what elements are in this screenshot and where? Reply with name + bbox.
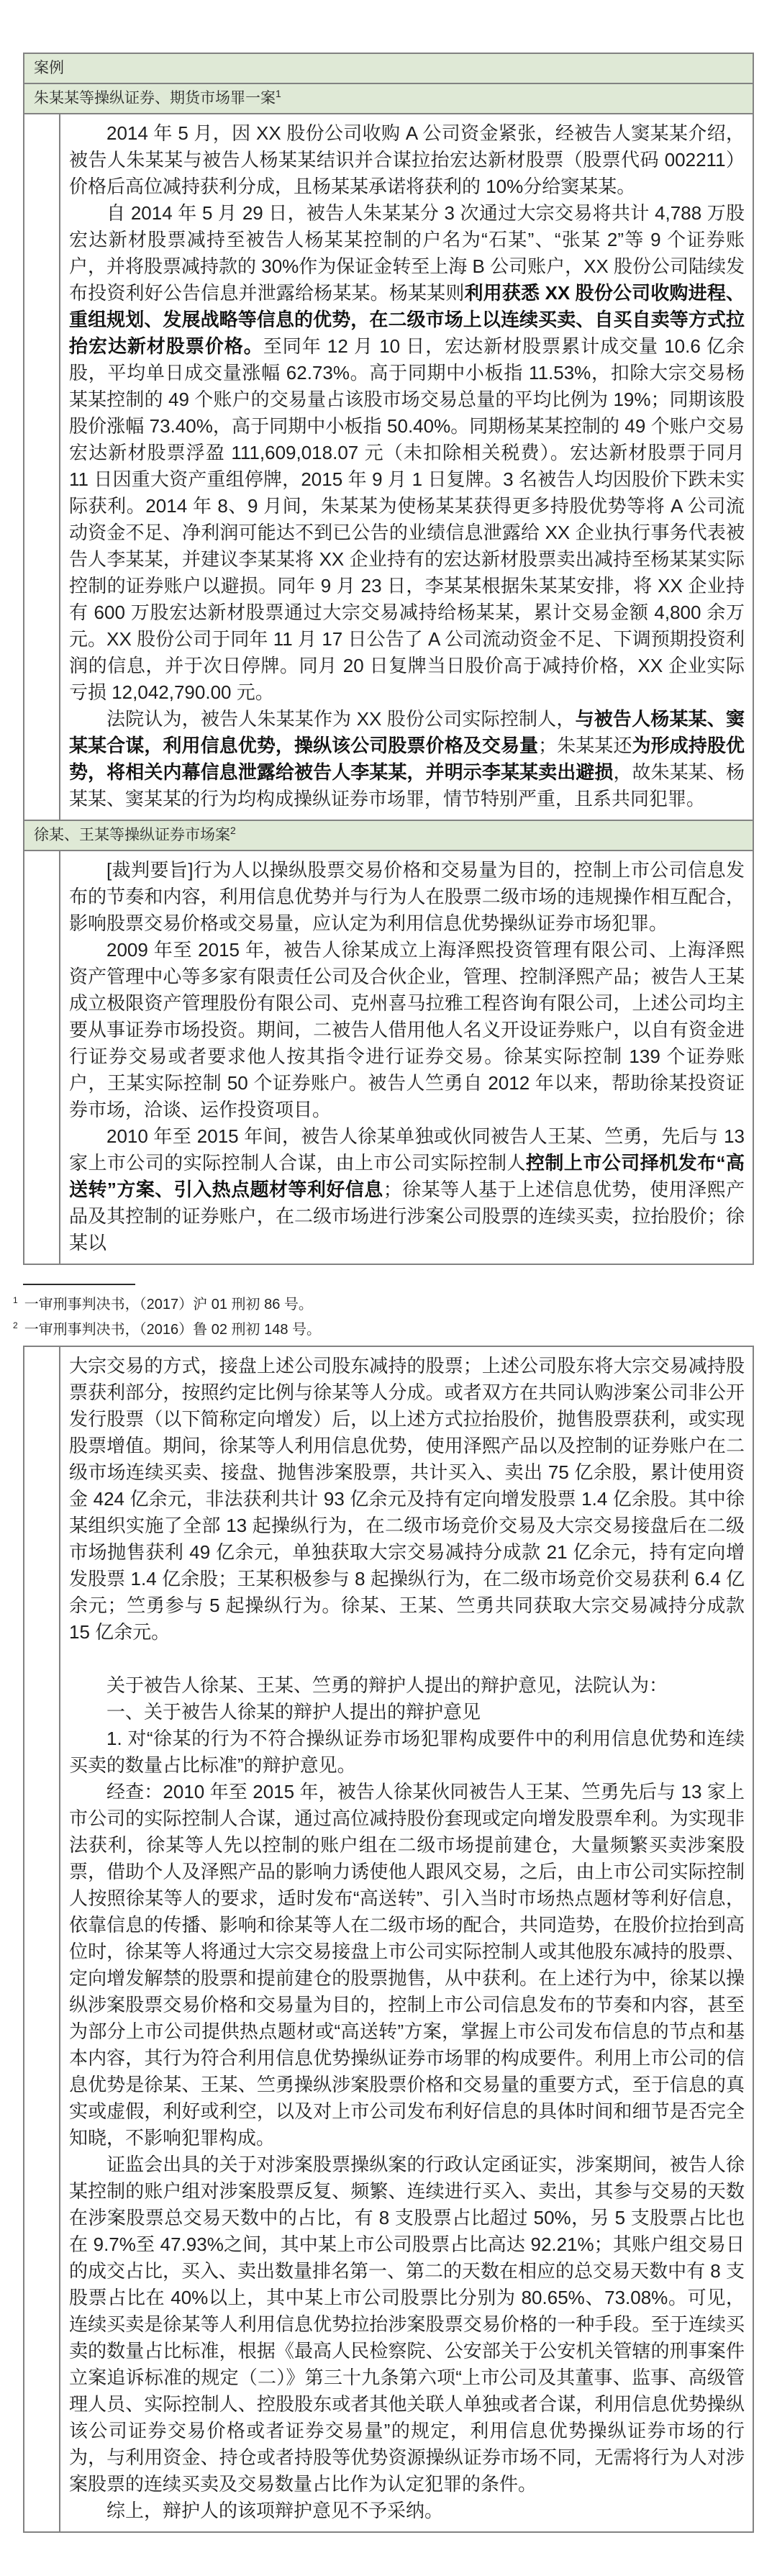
text-segment: 2014 年 5 月，因 XX 股份公司收购 A 公司资金紧张，经被告人窦某某介绍，被告人朱某某与被告人杨某某结识并合谋拉抬宏达新材股票（股票代码 002211）价格后高位减持获利分成，且杨某某承诺将获利的 10%分给窦某某。	[69, 122, 745, 197]
text-segment: 至同年 12 月 10 日，宏达新材股票累计成交量 10.6 亿余股，平均单日成交量涨幅 62.73%。高于同期中小板指 11.53%，扣除大宗交易杨某某控制的 49 个账户的交易量占该股市场交易总量的平均比例为 19%；同期该股股价涨幅 73.40%，高于同期中小板指 50.40%。同期杨某某控制的 49 个账户交易宏达新材股票浮盈 111,609,018.07 元（未扣除相关税费）。宏达新材股票于同月 11 日因重大资产重组停牌，2015 年 9 月 1 日复牌。3 名被告人均因股价下跌未实际获利。2014 年 8、9 月间，朱某某为使杨某某获得更多持股优势等将 A 公司流动资金不足、净利润可能达不到已公告的业绩信息泄露给 XX 企业执行事务代表被告人李某某，并建议李某某将 XX 企业持有的宏达新材股票卖出减持至杨某某实际控制的证券账户以避损。同年 9 月 23 日，李某某根据朱某某安排，将 XX 企业持有 600 万股宏达新材股票通过大宗交易减持给杨某某，累计交易金额 4,800 余万元。XX 股份公司于同年 11 月 17 日公告了 A 公司流动资金不足、下调预期投资利润的信息，并于次日停牌。同月 20 日复牌当日股价高于减持价格，XX 企业实际亏损 12,042,790.00 元。	[69, 335, 745, 703]
text-segment: 证监会出具的关于对涉案股票操纵案的行政认定函证实，涉案期间，被告人徐某控制的账户组对涉案股票反复、频繁、连续进行买入、卖出，其参与交易的天数在涉案股票总交易天数中的占比，有 8 支股票占比超过 50%，另 5 支股票占比也在 9.7%至 47.93%之间，其中某上市公司股票占比高达 92.21%；其账户组交易日的成交占比，买入、卖出数量排名第一、第二的天数在相应的总交易天数中有 8 支股票占比在 40%以上，其中某上市公司股票比分别为 80.65%、73.08%。可见，连续买卖是徐某等人利用信息优势拉抬涉案股票交易价格的一种手段。至于连续买卖的数量占比标准，根据《最高人民检察院、公安部关于公安机关管辖的刑事案件立案追诉标准的规定（二）》第三十九条第六项“上市公司及其董事、监事、高级管理人员、实际控制人、控股股东或者其他关联人单独或者合谋，利用信息优势操纵该公司证券交易价格或者证券交易量”的规定，利用信息优势操纵证券市场的行为，与利用资金、持仓或者持股等优势资源操纵证券市场不同，无需将行为人对涉案股票的连续买卖及交易数量占比作为认定犯罪的条件。	[69, 2154, 745, 2495]
case1-body-row	[24, 114, 753, 820]
text-segment: 大宗交易的方式，接盘上述公司股东减持的股票；上述公司股东将大宗交易减持股票获利部分，按照约定比例与徐某等人分成。或者双方在共同认购涉案公司非公开发行股票（以下简称定向增发）后，以上述方式拉抬股价，抛售股票获利，或实现股票增值。期间，徐某等人利用信息优势，使用泽熙产品以及控制的证券账户在二级市场连续买卖、接盘、抛售涉案股票，共计买入、卖出 75 亿余股，累计使用资金 424 亿余元，非法获利共计 93 亿余元及持有定向增发股票 1.4 亿余股。其中徐某组织实施了全部 13 起操纵行为，在二级市场竞价交易及大宗交易接盘后在二级市场抛售获利 49 亿余元，单独获取大宗交易减持分成款 21 亿余元，持有定向增发股票 1.4 亿余股；王某积极参与 8 起操纵行为，在二级市场竞价交易获利 6.4 亿余元；竺勇参与 5 起操纵行为。徐某、王某、竺勇共同获取大宗交易减持分成款 15 亿余元。	[69, 1355, 745, 1643]
case2-paragraph-2	[69, 937, 745, 1123]
text-segment: 自 2014 年 5 月 29 日，被告人朱某某分 3 次通过大宗交易将共计 4,788 万股宏达新材股票减持至被告人杨某某控制的户名为“石某”、“张某 2”等 9 个证券账户，并将股票减持款的 30%作为保证金转至上海 B 公司账户，XX 股份公司陆续发布投资利好公告信息并泄露给杨某某。杨某某则	[69, 202, 745, 304]
page2-paragraph-5	[69, 1779, 745, 2151]
page2-gutter-cell	[24, 1346, 60, 2532]
case1-body-cell	[60, 114, 753, 820]
case2-title: 徐某、王某等操纵证券市场案	[34, 827, 230, 843]
page2-paragraph-1	[69, 1353, 745, 1646]
text-segment-bold: 控制上市公司择机发布“高送转”方案、引入热点题材等利好信息	[69, 1152, 745, 1200]
footnotes	[13, 1284, 754, 1343]
case1-footnote-ref: 1	[276, 88, 281, 99]
table-header-anli: 案例	[24, 53, 753, 83]
case1-paragraph-1	[69, 120, 745, 200]
case2-body-row	[24, 851, 753, 1264]
case1-paragraph-3	[69, 706, 745, 812]
footnote-2	[13, 1318, 754, 1343]
footnote-1-marker: 1	[13, 1295, 18, 1306]
case1-title-cell	[24, 83, 753, 114]
case1-title: 朱某某等操纵证券、期货市场罪一案	[34, 90, 276, 106]
page2-paragraph-2	[69, 1672, 745, 1699]
case2-body-cell	[60, 851, 753, 1264]
case2-paragraph-3	[69, 1123, 745, 1256]
case1-gutter-cell	[24, 114, 60, 820]
case2-footnote-ref: 2	[230, 825, 236, 836]
text-segment: ；徐某等人基于上述信息优势，使用泽熙产品及其控制的证券账户，在二级市场进行涉案公司股票的连续买卖，拉抬股价；徐某以	[69, 1179, 745, 1253]
text-segment: [裁判要旨]行为人以操纵股票交易价格和交易量为目的，控制上市公司信息发布的节奏和内容，利用信息优势并与行为人在股票二级市场的违规操作相互配合，影响股票交易价格或交易量，应认定为利用信息优势操纵证券市场犯罪。	[69, 859, 745, 934]
footnote-1	[13, 1292, 754, 1318]
text-segment-bold: 为形成持股优势，将相关内幕信息泄露给被告人李某某，并明示李某某卖出避损	[69, 735, 745, 783]
text-segment: 一、关于被告人徐某的辩护人提出的辩护意见	[106, 1701, 481, 1723]
text-segment: 经查：2010 年至 2015 年，被告人徐某伙同被告人王某、竺勇先后与 13 家上市公司的实际控制人合谋，通过高位减持股份套现或定向增发股票牟利。为实现非法获利，徐某等人先以控制的账户组在二级市场提前建仓，大量频繁买卖涉案股票，借助个人及泽熙产品的影响力诱使他人跟风交易，之后，由上市公司实际控制人按照徐某等人的要求，适时发布“高送转”、引入当时市场热点题材等利好信息，依靠信息的传播、影响和徐某等人在二级市场的配合，共同造势，在股价拉抬到高位时，徐某等人将通过大宗交易接盘上市公司实际控制人或其他股东减持的股票、定向增发解禁的股票和提前建仓的股票抛售，从中获利。在上述行为中，徐某以操纵涉案股票交易价格和交易量为目的，控制上市公司信息发布的节奏和内容，甚至为部分上市公司提供热点题材或“高送转”方案，掌握上市公司发布信息的节点和基本内容，其行为符合利用信息优势操纵证券市场罪的构成要件。利用上市公司的信息优势是徐某、王某、竺勇操纵涉案股票价格和交易量的重要方式，至于信息的真实或虚假，利好或利空，以及对上市公司发布利好信息的具体时间和细节是否完全知晓，不影响犯罪构成。	[69, 1781, 745, 2149]
page2-body-cell	[60, 1346, 753, 2532]
text-segment: 综上，辩护人的该项辩护意见不予采纳。	[106, 2500, 444, 2521]
case2-title-row	[24, 820, 753, 851]
page2-paragraph-4	[69, 1725, 745, 1779]
page2-paragraph-3	[69, 1699, 745, 1725]
case2-paragraph-1	[69, 857, 745, 937]
page2-paragraph-7	[69, 2498, 745, 2524]
case1-title-row	[24, 83, 753, 114]
footnote-1-text: 一审刑事判决书，（2017）沪 01 刑初 86 号。	[24, 1297, 313, 1312]
case2-gutter-cell	[24, 851, 60, 1264]
text-segment: 2009 年至 2015 年，被告人徐某成立上海泽熙投资管理有限公司、上海泽熙资产管理中心等多家有限责任公司及合伙企业，管理、控制泽熙产品；被告人王某成立极限资产管理股份有限公司、克州喜马拉雅工程咨询有限公司，上述公司均主要从事证券市场投资。期间，二被告人借用他人名义开设证券账户，以自有资金进行证券交易或者要求他人按其指令进行证券交易。徐某实际控制 139 个证券账户，王某实际控制 50 个证券账户。被告人竺勇自 2012 年以来，帮助徐某投资证券市场，洽谈、运作投资项目。	[69, 939, 745, 1120]
case2-title-cell	[24, 820, 753, 851]
text-segment-bold: 利用获悉 XX 股份公司收购进程、重组规划、发展战略等信息的优势，在二级市场上以连续买卖、自买自卖等方式拉抬宏达新材股票价格。	[69, 282, 745, 357]
case-table-page2	[23, 1346, 754, 2533]
text-segment: 法院认为，被告人朱某某作为 XX 股份公司实际控制人，	[106, 708, 576, 730]
text-segment: ，故朱某某、杨某某、窦某某的行为均构成操纵证券市场罪，情节特别严重，且系共同犯罪。	[69, 761, 745, 809]
footnote-2-text: 一审刑事判决书，（2016）鲁 02 刑初 148 号。	[24, 1322, 322, 1338]
text-segment: ；朱某某还	[538, 735, 632, 756]
table-header-row	[24, 53, 753, 83]
page2-body-row	[24, 1346, 753, 2532]
case1-paragraph-2	[69, 200, 745, 706]
text-segment: 1. 对“徐某的行为不符合操纵证券市场犯罪构成要件中的利用信息优势和连续买卖的数量占比标准”的辩护意见。	[69, 1728, 745, 1776]
text-segment-bold: 与被告人杨某某、窦某某合谋，利用信息优势，操纵该公司股票价格及交易量	[69, 708, 745, 756]
blank-line	[69, 1646, 745, 1672]
footnote-separator	[23, 1284, 135, 1285]
case-table-page1	[23, 53, 754, 1265]
text-segment: 关于被告人徐某、王某、竺勇的辩护人提出的辩护意见，法院认为：	[106, 1674, 668, 1696]
page2-paragraph-6	[69, 2151, 745, 2498]
text-segment: 2010 年至 2015 年间，被告人徐某单独或伙同被告人王某、竺勇，先后与 13 家上市公司的实际控制人合谋，由上市公司实际控制人	[69, 1125, 745, 1174]
footnote-2-marker: 2	[13, 1320, 18, 1331]
